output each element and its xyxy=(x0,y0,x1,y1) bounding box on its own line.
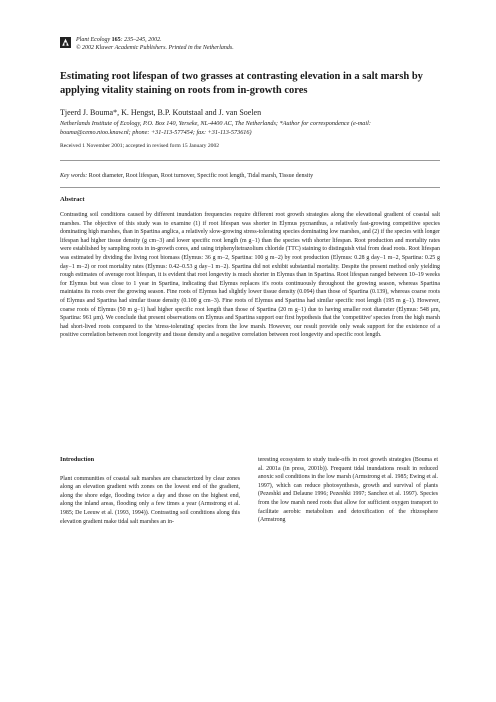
copyright-line: © 2002 Kluwer Academic Publishers. Printed in the Netherlands. xyxy=(76,45,234,51)
keywords-label: Key words: xyxy=(60,173,88,179)
publisher-logo-icon xyxy=(60,37,71,48)
affiliation: Netherlands Institute of Ecology, P.O. Box 140, Yerseke, NL-4400 AC, The Netherlands; *Author for correspondence (e-mail: bouma@cemo.nioo.knaw.nl; phone: +31-113-577454; fax: +31-113-573616) xyxy=(60,120,371,136)
paper-title: Estimating root lifespan of two grasses at contrasting elevation in a salt marsh by applying vitality staining on roots from in-growth cores xyxy=(60,71,423,96)
keywords-text: Root diameter, Root lifespan, Root turnover, Specific root length, Tidal marsh, Tissue density xyxy=(87,173,314,179)
intro-right-column xyxy=(258,456,438,525)
keywords xyxy=(60,172,440,180)
intro-right-text: teresting ecosystem to study trade-offs in root growth strategies (Bouma et al. 2001a (in press, 2001b)). Frequent tidal inundations result in reduced anoxic soil conditions in the low marsh (Armstrong et al. 1985; Ewing et al. 1997), which can reduce photosynthesis, growth and survival of plants (Pezeshki and Delaune 1996; Pezeshki 1997; Sanchez et al. 1997). Species from the low marsh need roots that allow for sufficient oxygen transport to facilitate aerobic metabolism and detoxification of the rhizosphere (Armstrong xyxy=(258,457,438,524)
divider-top xyxy=(60,160,440,161)
divider-bottom xyxy=(60,187,440,188)
journal-header xyxy=(60,36,440,52)
journal-volume: 165 xyxy=(111,37,121,43)
intro-heading: Introduction xyxy=(60,456,95,463)
abstract-heading: Abstract xyxy=(60,196,85,203)
author-list: Tjeerd J. Bouma*, K. Hengst, B.P. Koutstaal and J. van Soelen xyxy=(60,108,262,117)
journal-name: Plant Ecology xyxy=(76,37,111,43)
journal-pages: : 235–245, 2002. xyxy=(120,37,162,43)
header-text xyxy=(76,36,234,52)
received-dates: Received 1 November 2001; accepted in revised form 15 January 2002 xyxy=(60,143,220,149)
abstract-text: Contrasting soil conditions caused by different inundation frequencies require different root growth strategies along the elevational gradient of coastal salt marshes. The objective of this study was to examine (1) if root lifespan was shorter in Elymus pycnanthus, a relatively fast-growing competitive species dominating high marshes, than in Spartina anglica, a relatively slow-growing stress-tolerating species dominating low marshes, and (2) if the species with longer lifespan had higher tissue density (g cm−3) and lower specific root length (m g−1) than the species with shorter lifespan. Root production and mortality rates were established by sampling roots in in-growth cores, and using triphenyltetrazolium chloride (TTC) staining to distinguish vital from dead roots. Root lifespan was estimated by dividing the living root biomass (Elymus: 36 g m−2, Spartina: 100 g m−2) by root production (Elymus: 0.28 g day−1 m−2, Spartina: 0.25 g day−1 m−2) or root mortality rates (Elymus: 0.42–0.53 g day−1 m−2). Spartina did not exhibit substantial mortality. Despite the present method only yielding rough estimates of average root lifespan, it is evident that root longevity is much shorter in Elymus than in Spartina. Root lifespan ranged between 10–19 weeks for Elymus but was close to 1 year in Spartina, indicating that Elymus replaces it's roots continuously throughout the growing season, whereas Spartina maintains its roots over the growing season. Fine roots of Elymus had slightly lower tissue density (0.094) than those of Spartina (0.139), whereas coarse roots of Elymus and Spartina had similar tissue density (0.100 g cm−3). Fine roots of Elymus and Spartina had similar specific root length (195 m g−1). However, coarse roots of Elymus (50 m g−1) had higher specific root length than those of Spartina (20 m g−1) due to having smaller root diameter (Elymus: 548 μm, Spartina: 961 μm). We conclude that present observations on Elymus and Spartina support our first hypothesis that the 'competitive' species from the high marsh had short-lived roots compared to the 'stress-tolerating' species from the low marsh. However, our result provide only weak support for the existence of a positive correlation between root longevity and tissue density and a negative correlation between root longevity and specific root length. xyxy=(60,212,440,339)
citation-line xyxy=(76,36,234,44)
intro-left-text: Plant communities of coastal salt marshes are characterized by clear zones along an elevation gradient with zones on the lowest end of the gradient, along the shore edge, flooding twice a day and those on the highest end, along the inland areas, flooding only a few times a year (Armstrong et al. 1985; De Leeuw et al. (1993, 1994)). Contrasting soil conditions along this elevation gradient make tidal salt marshes an in- xyxy=(60,475,240,525)
intro-left-column xyxy=(60,456,240,526)
